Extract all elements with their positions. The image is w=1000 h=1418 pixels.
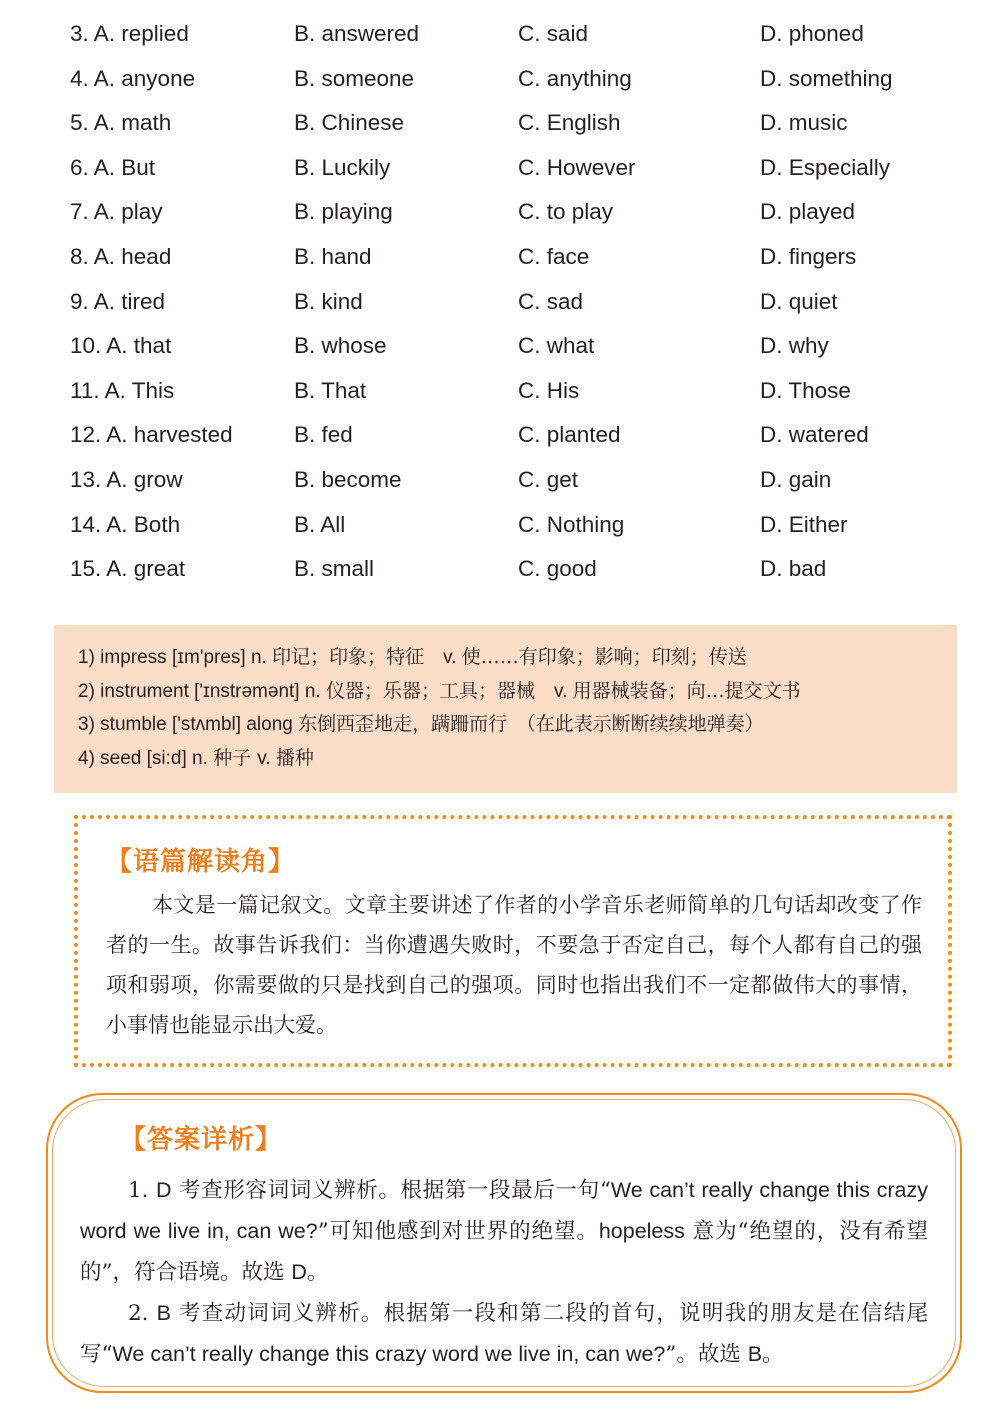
option-d: D. quiet: [760, 288, 838, 314]
option-a: 5. A. math: [70, 110, 172, 136]
option-c: C. English: [518, 110, 621, 136]
analysis-body: 本文是一篇记叙文。文章主要讲述了作者的小学音乐老师简单的几句话却改变了作者的一生。故事告诉我们：当你遭遇失败时，不要急于否定自己，每个人都有自己的强项和弱项，你需要做的只是找到自己的强项。同时也指出我们不一定都做伟大的事情，小事情也能显示出大爱。: [106, 893, 922, 1037]
option-row-5: [70, 101, 970, 146]
vocab-english: 1) impress [ɪm'pres] n.: [78, 647, 273, 668]
punctuation: 。: [762, 1342, 784, 1367]
option-a: 11. A. This: [70, 377, 175, 403]
option-a: 4. A. anyone: [70, 65, 196, 91]
option-a: 6. A. But: [70, 154, 156, 180]
option-d: D. Those: [760, 377, 851, 403]
option-row-15: [70, 547, 970, 592]
option-b: B. Luckily: [294, 154, 391, 180]
option-b: B. That: [294, 377, 367, 403]
vocab-pos: v.: [257, 747, 276, 769]
option-c: C. sad: [518, 288, 584, 314]
explanation-text: 意为“绝望的，没有希望的”，符合语境。故选: [80, 1219, 928, 1285]
quoted-sentence: We can’t really change this crazy word we live in, can we?: [112, 1342, 666, 1366]
option-d: D. music: [760, 110, 848, 136]
option-row-3: [70, 12, 970, 57]
option-a: 8. A. head: [70, 243, 172, 269]
vocab-english: 3) stumble ['stʌmbl] along: [78, 714, 299, 735]
option-c: C. get: [518, 466, 579, 492]
vocab-meaning: 用器械装备；向…提交文书: [572, 679, 801, 702]
explanation-text: ”可知他感到对世界的绝望。: [317, 1219, 599, 1244]
option-c: C. to play: [518, 199, 614, 225]
option-a: 14. A. Both: [70, 511, 181, 537]
answer-paragraph: [80, 1293, 928, 1375]
option-b: B. hand: [294, 243, 372, 269]
option-b: B. playing: [294, 199, 393, 225]
option-a: 15. A. great: [70, 556, 186, 582]
option-c: C. what: [518, 333, 595, 359]
options-table: [70, 12, 970, 592]
option-a: 9. A. tired: [70, 288, 166, 314]
option-d: D. phoned: [760, 21, 864, 46]
vocab-english: 2) instrument ['ɪnstrəmənt] n.: [78, 680, 326, 702]
vocabulary-box: [54, 625, 957, 793]
vocab-item: [78, 641, 957, 675]
explanation-text: 考查动词词义辨析。根据第一段和第二段的首句，说明我的朋友是在信结尾写“: [80, 1301, 928, 1367]
option-d: D. gain: [760, 466, 832, 492]
option-a: 12. A. harvested: [70, 422, 233, 448]
answer-paragraph: [80, 1170, 928, 1293]
option-c: C. Nothing: [518, 511, 625, 537]
vocab-meaning: 种子: [213, 746, 258, 769]
vocab-item: [78, 708, 957, 742]
text-analysis-box: [74, 815, 952, 1067]
answer-letter: B: [747, 1342, 763, 1366]
explanation-text: ”。故选: [665, 1342, 748, 1367]
option-b: B. small: [294, 556, 375, 582]
option-a: 10. A. that: [70, 333, 172, 359]
option-d: D. bad: [760, 556, 827, 582]
option-c: C. planted: [518, 422, 621, 448]
option-row-9: [70, 280, 970, 325]
option-row-4: [70, 57, 970, 102]
option-c: C. face: [518, 243, 590, 269]
option-row-12: [70, 413, 970, 458]
option-d: D. something: [760, 65, 893, 91]
section-title: 【答案详析】: [120, 1125, 283, 1155]
vocab-meaning: 印记；印象；特征: [272, 646, 444, 668]
option-b: B. someone: [294, 65, 415, 91]
option-a: 7. A. play: [70, 199, 163, 225]
answer-letter: D: [291, 1260, 307, 1284]
option-b: B. fed: [294, 422, 353, 448]
section-title: 【语篇解读角】: [106, 847, 296, 877]
option-d: D. why: [760, 333, 829, 359]
vocab-english: 4) seed [si:d] n.: [78, 747, 214, 769]
option-d: D. fingers: [760, 243, 857, 269]
option-c: C. said: [518, 21, 589, 46]
explanation-text: 考查形容词词义辨析。根据第一段最后一句“: [171, 1178, 611, 1203]
vocab-item: [78, 742, 957, 776]
vocab-pos: v.: [443, 647, 462, 668]
option-c: C. His: [518, 377, 580, 403]
punctuation: 。: [306, 1260, 329, 1285]
option-b: B. Chinese: [294, 110, 405, 136]
answer-letter: B: [156, 1301, 171, 1325]
vocab-pos: v.: [554, 680, 573, 702]
keyword: hopeless: [598, 1219, 685, 1243]
question-number: 1.: [128, 1178, 156, 1203]
option-b: B. become: [294, 466, 402, 492]
option-d: D. Either: [760, 511, 848, 537]
option-row-8: [70, 235, 970, 280]
option-a: 3. A. replied: [70, 21, 189, 46]
option-row-14: [70, 503, 970, 548]
option-c: C. However: [518, 154, 636, 180]
option-c: C. anything: [518, 65, 632, 91]
vocab-item: [78, 675, 957, 709]
option-b: B. All: [294, 511, 346, 537]
option-row-11: [70, 369, 970, 414]
option-row-13: [70, 458, 970, 503]
option-b: B. kind: [294, 288, 363, 314]
answer-letter: D: [156, 1178, 172, 1202]
option-b: B. whose: [294, 333, 387, 359]
option-row-7: [70, 190, 970, 235]
answer-body: [80, 1170, 928, 1375]
question-number: 2.: [128, 1301, 157, 1326]
vocab-meaning: 使……有印象；影响；印刻；传送: [461, 646, 747, 668]
option-c: C. good: [518, 556, 597, 582]
option-row-6: [70, 146, 970, 191]
vocab-meaning: 播种: [275, 746, 314, 769]
option-d: D. watered: [760, 422, 869, 448]
option-b: B. answered: [294, 21, 420, 46]
option-row-10: [70, 324, 970, 369]
option-a: 13. A. grow: [70, 466, 183, 492]
answer-explanation-box: [46, 1093, 962, 1393]
option-d: D. Especially: [760, 154, 891, 180]
quoted-sentence: We can’t really change this crazy word we live in, can we?: [80, 1178, 928, 1243]
vocab-meaning: 仪器；乐器；工具；器械: [325, 679, 554, 702]
option-d: D. played: [760, 199, 856, 225]
vocab-meaning: 东倒西歪地走，蹒跚而行 （在此表示断断续续地弹奏）: [298, 713, 764, 735]
